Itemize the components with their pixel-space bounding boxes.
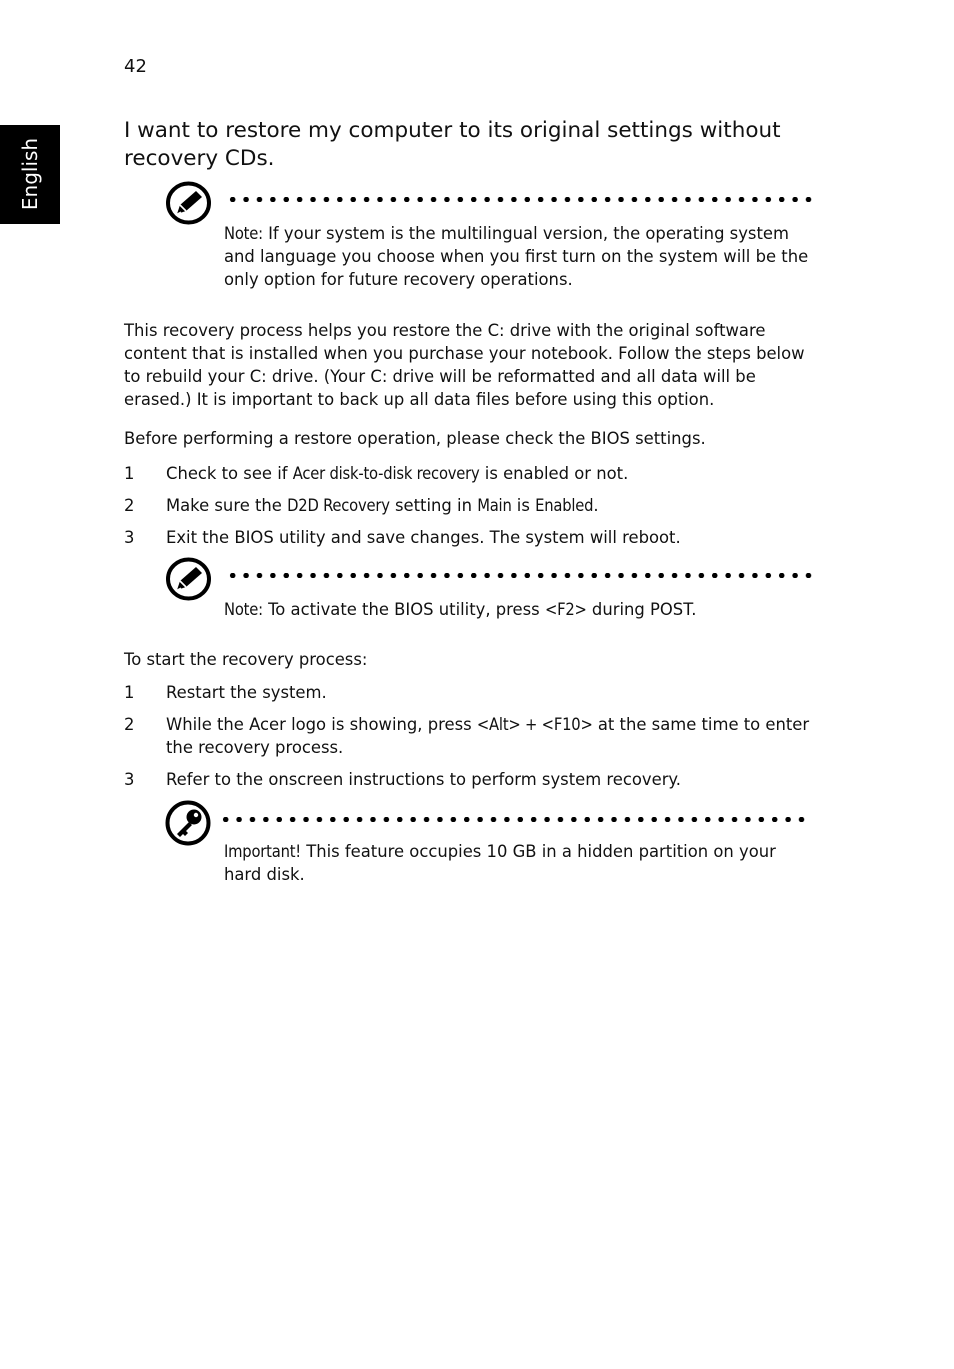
note-label: Note: [224,600,263,619]
step-number: 3 [124,528,135,547]
step-text-part: setting in [389,496,478,515]
step-number: 1 [124,464,135,483]
note-body: To activate the BIOS utility, press [262,600,545,619]
section-heading: I want to restore my computer to its original settings without recovery CDs. [124,118,781,171]
important-key-icon [165,800,212,846]
step-text-part: is [511,496,536,515]
recovery-step-2 [166,713,816,759]
important-text [224,840,809,886]
important-divider [219,817,807,822]
bios-step-3: Exit the BIOS utility and save changes. The system will reboot. [166,528,681,547]
key-name: <Alt> + <F10> [476,715,593,734]
bios-option-name: Acer disk-to-disk recovery [292,464,480,483]
note-label: Note: [224,224,263,243]
step-number: 2 [124,496,135,515]
bios-menu-name: Main [477,496,512,515]
intro-paragraph: This recovery process helps you restore the C: drive with the original software content that is installed when you purchase your notebook. Follow the steps below to rebuild your C: drive. (Your C: drive will be reformatted and all data will be erased.) It is important to back up all data files before using this option. [124,321,805,409]
note-body: during POST. [586,600,697,619]
step-text-part: . [593,496,599,515]
note-divider [226,573,812,578]
bios-check-intro: Before performing a restore operation, please check the BIOS settings. [124,429,706,448]
step-text-part: Check to see if [166,464,293,483]
language-side-tab [0,125,60,224]
step-text-part: is enabled or not. [479,464,629,483]
note-body: If your system is the multilingual version, the operating system and language you choose when you first turn on the system will be the only option for future recovery operations. [224,224,809,289]
note-divider [226,197,812,202]
step-text-part: While the Acer logo is showing, press [166,715,477,734]
important-label: Important! [224,842,301,861]
step-text-part: at the same time to enter the recovery process. [166,715,810,757]
recovery-step-3: Refer to the onscreen instructions to perform system recovery. [166,770,681,789]
important-body: This feature occupies 10 GB in a hidden partition on your hard disk. [224,842,776,884]
page-number: 42 [124,56,147,77]
bios-option-name: D2D Recovery [287,496,390,515]
bios-step-2 [166,494,816,517]
recovery-intro: To start the recovery process: [124,650,368,669]
step-number: 3 [124,770,135,789]
bios-option-value: Enabled [535,496,594,515]
note-pen-icon [165,181,212,225]
step-number: 2 [124,715,135,734]
side-tab-label: English [18,137,42,211]
step-number: 1 [124,683,135,702]
step-text-part: Make sure the [166,496,288,515]
key-name: <F2> [544,600,587,619]
note-pen-icon [165,557,212,601]
recovery-step-1: Restart the system. [166,683,327,702]
note-text [224,598,809,621]
bios-step-1 [166,462,816,485]
note-text [224,222,809,291]
